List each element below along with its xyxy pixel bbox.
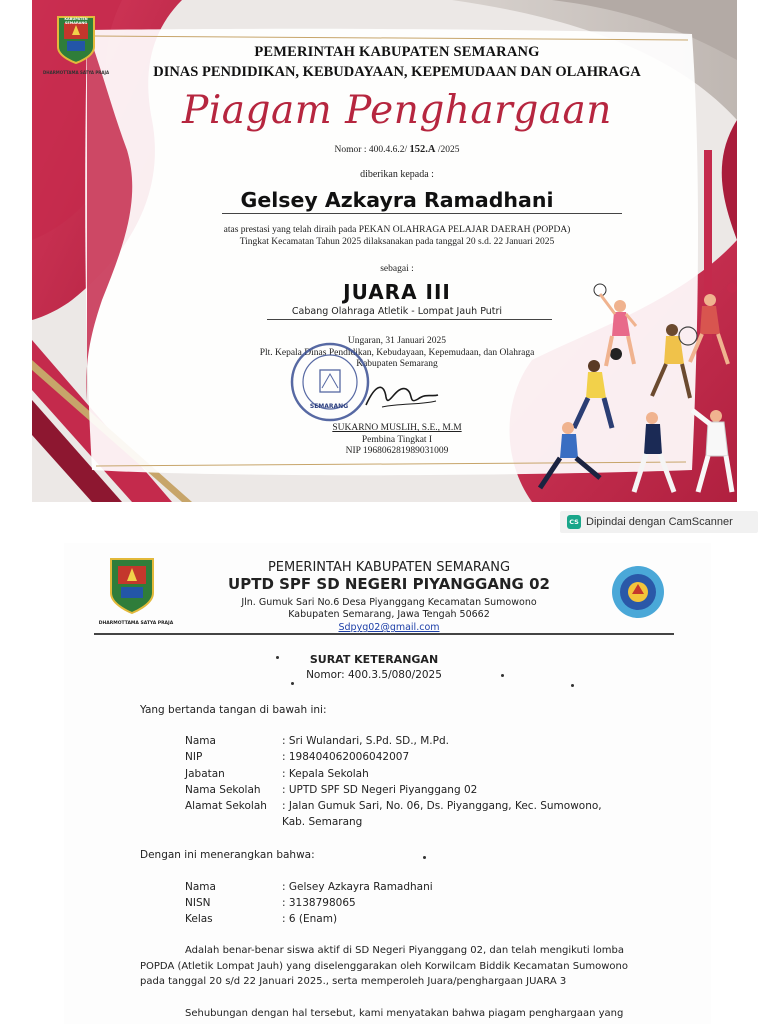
number-bold: 152.A xyxy=(409,144,436,155)
field-key: Alamat Sekolah xyxy=(185,800,267,812)
place-date: Ungaran, 31 Januari 2025 xyxy=(347,336,447,346)
scan-speck xyxy=(571,684,574,687)
field-value: : 6 (Enam) xyxy=(282,913,338,925)
letter-government-heading: PEMERINTAH KABUPATEN SEMARANG xyxy=(267,560,511,575)
achievement-description xyxy=(162,224,632,248)
field-key: NISN xyxy=(185,897,211,909)
given-to-label: diberikan kepada : xyxy=(360,169,434,180)
letter-statement: Dengan ini menerangkan bahwa: xyxy=(140,849,315,861)
field-key: Nama Sekolah xyxy=(185,784,261,796)
signer-nip: NIP 196806281989031009 xyxy=(345,446,449,456)
government-heading: PEMERINTAH KABUPATEN SEMARANG xyxy=(254,44,540,60)
body-line-1: Adalah benar-benar siswa aktif di SD Negeri Piyanggang 02, dan telah mengikuti lomba xyxy=(185,945,624,956)
camscanner-badge xyxy=(560,511,758,533)
field-key: Kelas xyxy=(185,913,213,925)
stamp-text: SEMARANG xyxy=(309,403,349,410)
field-value: Kab. Semarang xyxy=(282,816,363,828)
scan-speck xyxy=(291,682,294,685)
field-value: : Gelsey Azkayra Ramadhani xyxy=(282,881,433,893)
certificate-number xyxy=(162,144,632,155)
field-value: : 3138798065 xyxy=(282,897,356,909)
athletes-illustration xyxy=(502,278,737,502)
scan-speck xyxy=(423,856,426,859)
number-prefix: Nomor : 400.4.6.2/ xyxy=(334,145,408,155)
signer-name: SUKARNO MUSLIH, S.E., M.M xyxy=(332,423,462,433)
logo-motto: DHARMOTTAMA SATYA PRAJA xyxy=(98,621,174,626)
official-stamp xyxy=(288,340,372,424)
body-line-3: pada tanggal 20 s/d 22 Januari 2025., serta memperoleh Juara/penghargaan JUARA 3 xyxy=(140,976,567,987)
address-line-2: Kabupaten Semarang, Jawa Tengah 50662 xyxy=(288,609,490,620)
letter-school-heading: UPTD SPF SD NEGERI PIYANGGANG 02 xyxy=(228,575,550,593)
signer-region: Kabupaten Semarang xyxy=(356,359,438,369)
letter-intro: Yang bertanda tangan di bawah ini: xyxy=(140,704,327,716)
field-value: : Sri Wulandari, S.Pd. SD., M.Pd. xyxy=(282,735,449,747)
field-key: Jabatan xyxy=(185,768,225,780)
number-suffix: /2025 xyxy=(437,145,460,155)
address-line-1: Jln. Gumuk Sari No.6 Desa Piyanggang Kecamatan Sumowono xyxy=(241,597,537,608)
school-seal xyxy=(610,564,666,620)
letterhead-rule xyxy=(94,633,674,635)
letter-number: Nomor: 400.3.5/080/2025 xyxy=(306,669,442,681)
description-line-1: atas prestasi yang telah diraih pada PEKAN OLAHRAGA PELAJAR DAERAH (POPDA) xyxy=(223,225,571,235)
field-key: Nama xyxy=(185,735,216,747)
logo-caption: KABUPATEN SEMARANG xyxy=(64,17,88,25)
school-email-link[interactable]: Sdpyg02@gmail.com xyxy=(338,622,440,633)
letter-address xyxy=(164,597,614,621)
sport-branch: Cabang Olahraga Atletik - Lompat Jauh Putri xyxy=(291,306,503,317)
as-label: sebagai : xyxy=(380,264,414,274)
closing-line: Sehubungan dengan hal tersebut, kami menyatakan bahwa piagam penghargaan yang xyxy=(185,1008,624,1019)
department-heading: DINAS PENDIDIKAN, KEBUDAYAAN, KEPEMUDAAN DAN OLAHRAGA xyxy=(153,64,641,80)
letter-body xyxy=(140,943,660,990)
field-value: : 198404062006042007 xyxy=(282,751,410,763)
field-value: : Kepala Sekolah xyxy=(282,768,369,780)
description-line-2: Tingkat Kecamatan Tahun 2025 dilaksanakan pada tanggal 20 s.d. 22 Januari 2025 xyxy=(239,237,555,247)
recipient-name: Gelsey Azkayra Ramadhani xyxy=(240,188,554,212)
signer-position: Plt. Kepala Dinas Pendidikan, Kebudayaan, Kepemudaan, dan Olahraga xyxy=(259,347,535,358)
field-key: Nama xyxy=(185,881,216,893)
school-letter xyxy=(64,543,711,1024)
field-value: : UPTD SPF SD Negeri Piyanggang 02 xyxy=(282,784,478,796)
recipient-underline xyxy=(222,213,622,214)
signer-rank: Pembina Tingkat I xyxy=(361,434,433,445)
body-line-2: POPDA (Atletik Lompat Jauh) yang diselenggarakan oleh Korwilcam Biddik Kecamatan Sumowono xyxy=(140,960,629,972)
field-key: NIP xyxy=(185,751,203,763)
rank-title: JUARA III xyxy=(343,280,451,304)
regency-logo xyxy=(108,557,156,615)
letter-title: SURAT KETERANGAN xyxy=(309,653,439,666)
letter-closing xyxy=(140,1006,660,1022)
camscanner-label: Dipindai dengan CamScanner xyxy=(586,516,733,528)
certificate xyxy=(32,0,737,502)
camscanner-logo-icon: CS xyxy=(567,515,581,529)
certificate-title: Piagam Penghargaan xyxy=(182,88,612,133)
logo-motto: DHARMOTTAMA SATYA PRAJA xyxy=(42,70,110,75)
handwritten-signature xyxy=(362,375,442,415)
field-value: : Jalan Gumuk Sari, No. 06, Ds. Piyanggang, Kec. Sumowono, xyxy=(282,800,602,812)
